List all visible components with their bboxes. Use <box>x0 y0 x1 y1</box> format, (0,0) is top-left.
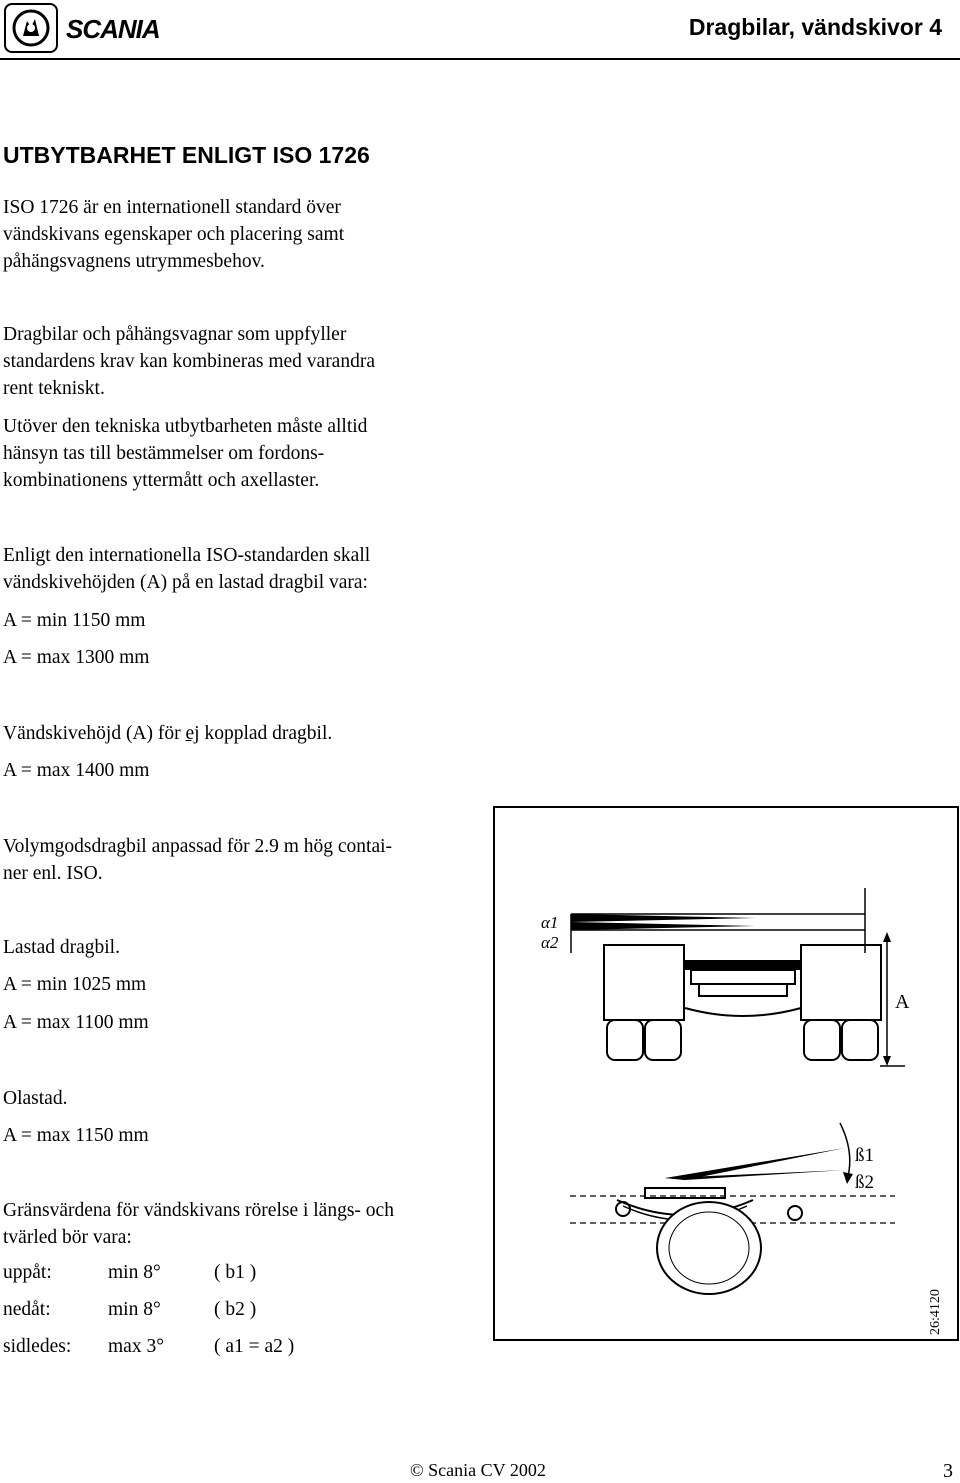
table-cell: sidledes: <box>3 1336 72 1357</box>
page-title: Dragbilar, vändskivor 4 <box>688 14 942 40</box>
a-dimension-label: A <box>895 991 910 1013</box>
page-number: 3 <box>943 1460 953 1482</box>
text-line: vändskivans egenskaper och placering samt <box>3 224 345 245</box>
table-cell: ( a1 = a2 ) <box>214 1336 295 1357</box>
alpha1-label: α1 <box>541 913 559 932</box>
table-cell: nedåt: <box>3 1299 51 1320</box>
text-line: Enligt den internationella ISO-standarden skall <box>3 545 371 566</box>
scania-griffin-logo <box>4 3 58 53</box>
loaded-max: A = max 1300 mm <box>3 647 150 668</box>
paragraph-iso <box>3 194 344 275</box>
table-cell: uppåt: <box>3 1262 52 1283</box>
section-heading: UTBYTBARHET ENLIGT ISO 1726 <box>3 142 370 168</box>
paragraph-volume <box>3 833 392 887</box>
text-line: vändskivehöjden (A) på en lastad dragbil vara: <box>3 572 368 593</box>
table-cell: max 3° <box>108 1336 164 1357</box>
fifth-wheel-drawing <box>495 808 957 1339</box>
paragraph-limits <box>3 1197 394 1251</box>
olastad-heading: Olastad. <box>3 1088 68 1109</box>
unloaded-max: A = max 1400 mm <box>3 760 150 781</box>
lastad-max: A = max 1100 mm <box>3 1012 149 1033</box>
fifth-wheel-figure <box>493 806 959 1341</box>
lastad-heading: Lastad dragbil. <box>3 937 120 958</box>
figure-code: 26:4120 <box>928 1289 943 1335</box>
text-line: Gränsvärdena för vändskivans rörelse i längs- och <box>3 1200 394 1221</box>
table-cell: ( b1 ) <box>214 1262 257 1283</box>
text-line: Dragbilar och påhängsvagnar som uppfyller <box>3 324 347 345</box>
text-line: hänsyn tas till bestämmelser om fordons- <box>3 443 325 464</box>
alpha2-label: α2 <box>541 933 559 952</box>
text-line: ner enl. ISO. <box>3 863 103 884</box>
paragraph-compat <box>3 321 375 402</box>
brand-wordmark: SCANIA <box>66 14 160 44</box>
text-line: påhängsvagnens utrymmesbehov. <box>3 251 265 272</box>
text-line: Utöver den tekniska utbytbarheten måste alltid <box>3 416 368 437</box>
table-cell: ( b2 ) <box>214 1299 257 1320</box>
text-line: tvärled bör vara: <box>3 1227 132 1248</box>
text-line: kombinationens yttermått och axellaster. <box>3 470 320 491</box>
unloaded-heading: Vändskivehöjd (A) för ej kopplad dragbil. <box>3 723 333 744</box>
text-line: Volymgodsdragbil anpassad för 2.9 m hög contai- <box>3 836 393 857</box>
paragraph-standard <box>3 542 370 596</box>
beta2-label: ß2 <box>855 1172 874 1193</box>
text-line: standardens krav kan kombineras med varandra <box>3 351 375 372</box>
copyright: © Scania CV 2002 <box>410 1460 546 1480</box>
text-line: ISO 1726 är en internationell standard över <box>3 197 341 218</box>
loaded-min: A = min 1150 mm <box>3 610 146 631</box>
lastad-min: A = min 1025 mm <box>3 974 147 995</box>
table-cell: min 8° <box>108 1299 161 1320</box>
beta1-label: ß1 <box>855 1145 874 1166</box>
table-cell: min 8° <box>108 1262 161 1283</box>
paragraph-regulations <box>3 413 367 494</box>
header-divider <box>0 58 960 60</box>
text-line: rent tekniskt. <box>3 378 105 399</box>
olastad-max: A = max 1150 mm <box>3 1125 149 1146</box>
griffin-icon <box>6 5 56 51</box>
